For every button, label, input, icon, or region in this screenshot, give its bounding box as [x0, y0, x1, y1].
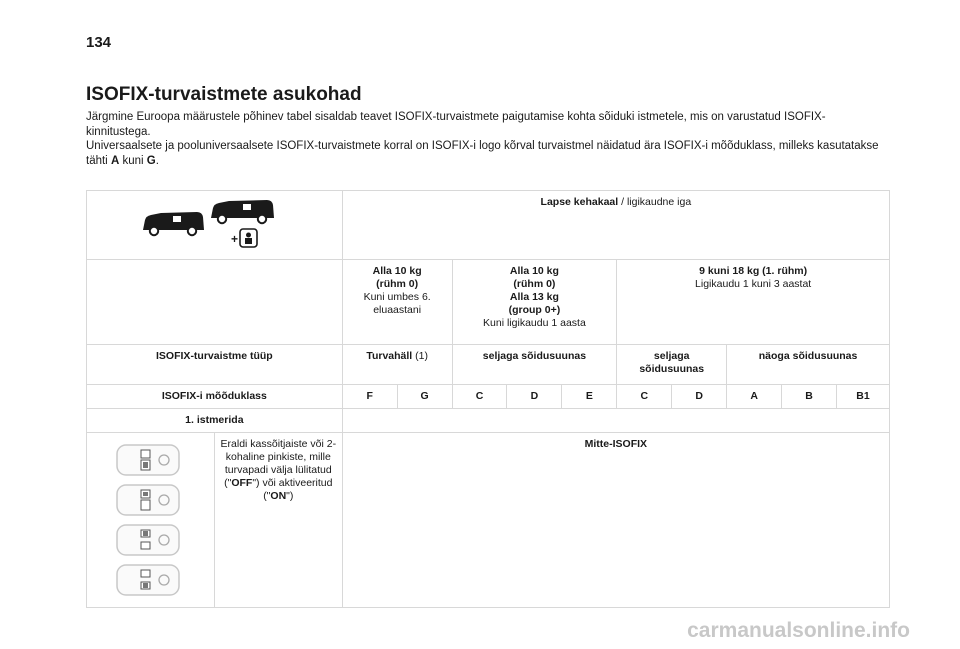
size-class-cell: E [562, 385, 617, 409]
weight-header-cell [342, 191, 889, 260]
seat-type-rear-facing-2: seljaga sõidusuunas [617, 345, 727, 385]
size-class-cell: D [672, 385, 727, 409]
non-isofix-cell: Mitte-ISOFIX [342, 433, 889, 608]
size-class-cell: B [782, 385, 837, 409]
weight-group-2 [452, 260, 617, 345]
weight-header-rest: / ligikaudne iga [618, 196, 692, 208]
group-1-weight: Alla 10 kg [372, 265, 422, 277]
intro-paragraph-1: Järgmine Euroopa määrustele põhinev tabel sisaldab teavet ISOFIX-turvaistmete paigutamise kohta sõiduki istmetele, mis on varustatud ISOFIX-kinnitustega. [86, 111, 826, 138]
vehicle-icons-cell [87, 191, 343, 260]
class-letter-a: A [110, 154, 120, 167]
intro-text [86, 110, 886, 168]
seat-diagram-cell [87, 433, 215, 608]
seat-diagram-icon [115, 562, 185, 598]
vehicle-isofix-icon [139, 196, 289, 250]
seat-type-rear-facing-1: seljaga sõidusuunas [452, 345, 617, 385]
group-2-weight: Alla 10 kg [509, 265, 559, 277]
group-3-weight: 9 kuni 18 kg (1. rühm) [699, 265, 808, 277]
seat-type-label: ISOFIX-turvaistme tüüp [87, 345, 343, 385]
carrycot-label: Turvahäll [366, 350, 413, 362]
group-2-weight-alt: Alla 13 kg [509, 291, 559, 303]
seat-type-forward-facing: näoga sõidusuunas [727, 345, 890, 385]
intro-text-part: Universaalsete ja pooluniversaalsete ISOFIX-turvaistmete korral on ISOFIX-i logo kõrval turvaistmel näidatud ära ISOFIX-i mõõduklass, milleks kasutatakse tähti [86, 140, 879, 167]
seat-diagram-icon [115, 522, 185, 558]
group-2-group-alt: (group 0+) [508, 304, 561, 316]
group-1-group: (rühm 0) [376, 278, 419, 290]
empty-cell [342, 409, 889, 433]
size-class-cell: C [452, 385, 507, 409]
row-label: 1. istmerida [87, 409, 343, 433]
group-3-age: Ligikaudu 1 kuni 3 aastat [695, 278, 812, 290]
airbag-off-label: OFF [231, 477, 253, 489]
seat-diagram-icon [115, 482, 185, 518]
intro-text-part: . [155, 154, 159, 167]
page-number: 134 [86, 34, 112, 51]
seat-desc-text: Eraldi kassõitjaiste või 2-kohaline pinkiste, mille turvapadi välja lülitatud (" [220, 438, 337, 489]
weight-group-3 [617, 260, 890, 345]
seat-description [214, 433, 342, 608]
seat-type-carrycot [342, 345, 452, 385]
empty-cell [87, 260, 343, 345]
carrycot-note: (1) [412, 350, 428, 362]
size-class-cell: F [342, 385, 397, 409]
size-class-label: ISOFIX-i mõõduklass [87, 385, 343, 409]
isofix-table [86, 190, 890, 608]
intro-paragraph-2 [86, 139, 886, 168]
watermark: carmanualsonline.info [687, 619, 910, 642]
size-class-cell: C [617, 385, 672, 409]
group-2-age: Kuni ligikaudu 1 aasta [483, 317, 586, 329]
intro-text-part: kuni [119, 154, 147, 167]
weight-group-1 [342, 260, 452, 345]
seat-diagram-icon [115, 442, 185, 478]
seat-desc-text: ") [286, 490, 294, 502]
seat-desc-text: ") või aktiveeritud (" [252, 477, 333, 502]
airbag-on-label: ON [270, 490, 287, 502]
class-letter-g: G [146, 154, 156, 167]
group-1-age: Kuni umbes 6. eluaastani [363, 291, 431, 316]
size-class-cell: G [397, 385, 452, 409]
group-2-group: (rühm 0) [513, 278, 556, 290]
size-class-cell: B1 [836, 385, 889, 409]
svg-text:+: + [231, 232, 239, 246]
size-class-cell: D [507, 385, 562, 409]
page-title: ISOFIX-turvaistmete asukohad [86, 84, 362, 105]
size-class-cell: A [727, 385, 782, 409]
weight-header-bold: Lapse kehakaal [540, 196, 619, 208]
